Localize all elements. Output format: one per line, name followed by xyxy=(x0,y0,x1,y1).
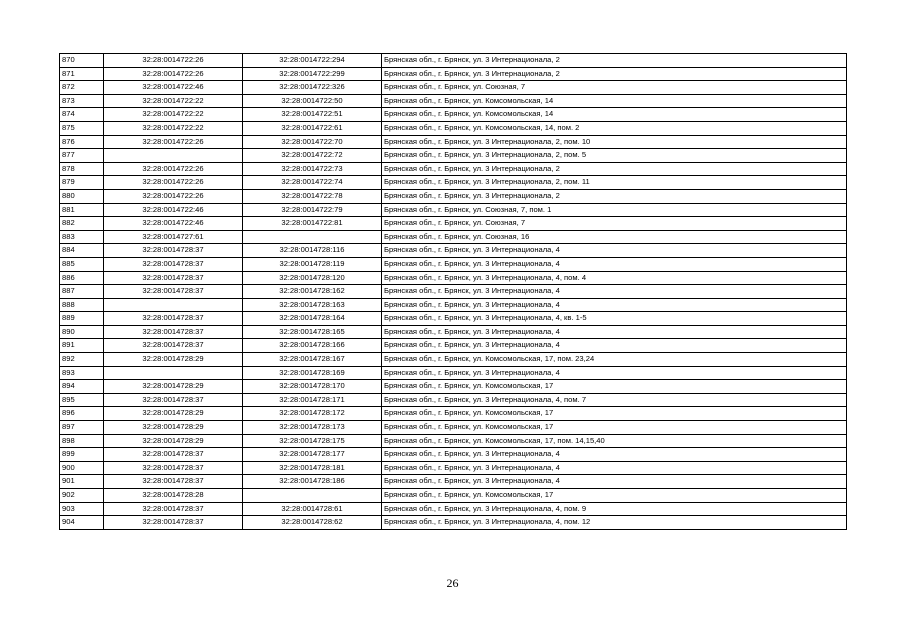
row-number-cell: 870 xyxy=(60,54,104,68)
object-cadastral-number-cell: 32:28:0014728:166 xyxy=(243,339,382,353)
table-row xyxy=(60,298,847,312)
row-number-cell: 899 xyxy=(60,448,104,462)
object-cadastral-number-cell: 32:28:0014728:164 xyxy=(243,312,382,326)
table-row xyxy=(60,339,847,353)
cadastral-table xyxy=(59,53,847,530)
object-cadastral-number-cell: 32:28:0014728:171 xyxy=(243,393,382,407)
row-number-cell: 879 xyxy=(60,176,104,190)
table-row xyxy=(60,461,847,475)
row-number-cell: 898 xyxy=(60,434,104,448)
address-cell: Брянская обл., г. Брянск, ул. 3 Интернационала, 4, пом. 9 xyxy=(382,502,847,516)
table-row xyxy=(60,189,847,203)
address-cell: Брянская обл., г. Брянск, ул. 3 Интернационала, 2 xyxy=(382,54,847,68)
table-row xyxy=(60,434,847,448)
address-cell: Брянская обл., г. Брянск, ул. 3 Интернационала, 2, пом. 10 xyxy=(382,135,847,149)
address-cell: Брянская обл., г. Брянск, ул. 3 Интернационала, 4, кв. 1-5 xyxy=(382,312,847,326)
row-number-cell: 897 xyxy=(60,421,104,435)
land-cadastral-number-cell: 32:28:0014728:37 xyxy=(104,312,243,326)
table-row xyxy=(60,516,847,530)
row-number-cell: 885 xyxy=(60,257,104,271)
address-cell: Брянская обл., г. Брянск, ул. Комсомольская, 14, пом. 2 xyxy=(382,121,847,135)
land-cadastral-number-cell: 32:28:0014722:26 xyxy=(104,162,243,176)
land-cadastral-number-cell: 32:28:0014722:46 xyxy=(104,81,243,95)
table-row xyxy=(60,366,847,380)
land-cadastral-number-cell: 32:28:0014728:29 xyxy=(104,421,243,435)
address-cell: Брянская обл., г. Брянск, ул. 3 Интернационала, 4 xyxy=(382,244,847,258)
table-row xyxy=(60,108,847,122)
row-number-cell: 890 xyxy=(60,325,104,339)
table-body xyxy=(60,54,847,530)
row-number-cell: 875 xyxy=(60,121,104,135)
row-number-cell: 881 xyxy=(60,203,104,217)
object-cadastral-number-cell xyxy=(243,230,382,244)
table-row xyxy=(60,135,847,149)
land-cadastral-number-cell: 32:28:0014722:26 xyxy=(104,176,243,190)
row-number-cell: 892 xyxy=(60,353,104,367)
address-cell: Брянская обл., г. Брянск, ул. 3 Интернационала, 4 xyxy=(382,366,847,380)
land-cadastral-number-cell: 32:28:0014728:37 xyxy=(104,516,243,530)
page-number: 26 xyxy=(446,576,459,590)
row-number-cell: 883 xyxy=(60,230,104,244)
table-row xyxy=(60,81,847,95)
row-number-cell: 872 xyxy=(60,81,104,95)
row-number-cell: 876 xyxy=(60,135,104,149)
address-cell: Брянская обл., г. Брянск, ул. Союзная, 7 xyxy=(382,81,847,95)
land-cadastral-number-cell: 32:28:0014727:61 xyxy=(104,230,243,244)
land-cadastral-number-cell: 32:28:0014722:22 xyxy=(104,94,243,108)
table-row xyxy=(60,271,847,285)
address-cell: Брянская обл., г. Брянск, ул. Комсомольская, 17, пом. 23,24 xyxy=(382,353,847,367)
land-cadastral-number-cell: 32:28:0014722:22 xyxy=(104,108,243,122)
row-number-cell: 891 xyxy=(60,339,104,353)
object-cadastral-number-cell: 32:28:0014728:165 xyxy=(243,325,382,339)
row-number-cell: 886 xyxy=(60,271,104,285)
table-row xyxy=(60,149,847,163)
land-cadastral-number-cell: 32:28:0014728:37 xyxy=(104,339,243,353)
address-cell: Брянская обл., г. Брянск, ул. 3 Интернационала, 4 xyxy=(382,448,847,462)
object-cadastral-number-cell: 32:28:0014728:181 xyxy=(243,461,382,475)
object-cadastral-number-cell: 32:28:0014728:175 xyxy=(243,434,382,448)
table-row xyxy=(60,203,847,217)
object-cadastral-number-cell: 32:28:0014728:186 xyxy=(243,475,382,489)
row-number-cell: 878 xyxy=(60,162,104,176)
land-cadastral-number-cell: 32:28:0014728:37 xyxy=(104,461,243,475)
table-row xyxy=(60,502,847,516)
address-cell: Брянская обл., г. Брянск, ул. Союзная, 7 xyxy=(382,217,847,231)
row-number-cell: 903 xyxy=(60,502,104,516)
land-cadastral-number-cell: 32:28:0014722:26 xyxy=(104,189,243,203)
object-cadastral-number-cell: 32:28:0014722:74 xyxy=(243,176,382,190)
table-row xyxy=(60,162,847,176)
row-number-cell: 871 xyxy=(60,67,104,81)
table-row xyxy=(60,325,847,339)
land-cadastral-number-cell: 32:28:0014728:37 xyxy=(104,271,243,285)
row-number-cell: 895 xyxy=(60,393,104,407)
land-cadastral-number-cell: 32:28:0014722:26 xyxy=(104,67,243,81)
address-cell: Брянская обл., г. Брянск, ул. Комсомольская, 17 xyxy=(382,380,847,394)
table-row xyxy=(60,94,847,108)
address-cell: Брянская обл., г. Брянск, ул. 3 Интернационала, 2, пом. 5 xyxy=(382,149,847,163)
table-row xyxy=(60,448,847,462)
table-row xyxy=(60,217,847,231)
object-cadastral-number-cell: 32:28:0014728:119 xyxy=(243,257,382,271)
table-row xyxy=(60,285,847,299)
object-cadastral-number-cell: 32:28:0014728:169 xyxy=(243,366,382,380)
row-number-cell: 893 xyxy=(60,366,104,380)
row-number-cell: 896 xyxy=(60,407,104,421)
address-cell: Брянская обл., г. Брянск, ул. Комсомольская, 17 xyxy=(382,489,847,503)
object-cadastral-number-cell: 32:28:0014728:173 xyxy=(243,421,382,435)
address-cell: Брянская обл., г. Брянск, ул. 3 Интернационала, 2 xyxy=(382,189,847,203)
object-cadastral-number-cell: 32:28:0014728:162 xyxy=(243,285,382,299)
land-cadastral-number-cell: 32:28:0014728:29 xyxy=(104,434,243,448)
land-cadastral-number-cell: 32:28:0014728:29 xyxy=(104,380,243,394)
table-row xyxy=(60,67,847,81)
land-cadastral-number-cell: 32:28:0014728:37 xyxy=(104,285,243,299)
address-cell: Брянская обл., г. Брянск, ул. 3 Интернационала, 2 xyxy=(382,67,847,81)
object-cadastral-number-cell: 32:28:0014722:72 xyxy=(243,149,382,163)
land-cadastral-number-cell: 32:28:0014722:22 xyxy=(104,121,243,135)
table-row xyxy=(60,244,847,258)
land-cadastral-number-cell: 32:28:0014722:26 xyxy=(104,135,243,149)
object-cadastral-number-cell: 32:28:0014728:62 xyxy=(243,516,382,530)
land-cadastral-number-cell: 32:28:0014728:37 xyxy=(104,257,243,271)
address-cell: Брянская обл., г. Брянск, ул. Комсомольская, 14 xyxy=(382,108,847,122)
address-cell: Брянская обл., г. Брянск, ул. 3 Интернационала, 2, пом. 11 xyxy=(382,176,847,190)
table-row xyxy=(60,312,847,326)
land-cadastral-number-cell: 32:28:0014728:37 xyxy=(104,475,243,489)
table-row xyxy=(60,176,847,190)
row-number-cell: 877 xyxy=(60,149,104,163)
object-cadastral-number-cell: 32:28:0014722:70 xyxy=(243,135,382,149)
table-row xyxy=(60,475,847,489)
object-cadastral-number-cell: 32:28:0014728:61 xyxy=(243,502,382,516)
object-cadastral-number-cell: 32:28:0014728:120 xyxy=(243,271,382,285)
table-row xyxy=(60,121,847,135)
row-number-cell: 902 xyxy=(60,489,104,503)
address-cell: Брянская обл., г. Брянск, ул. 3 Интернационала, 2 xyxy=(382,162,847,176)
row-number-cell: 873 xyxy=(60,94,104,108)
address-cell: Брянская обл., г. Брянск, ул. 3 Интернационала, 4 xyxy=(382,257,847,271)
land-cadastral-number-cell: 32:28:0014728:28 xyxy=(104,489,243,503)
row-number-cell: 901 xyxy=(60,475,104,489)
row-number-cell: 894 xyxy=(60,380,104,394)
land-cadastral-number-cell: 32:28:0014728:29 xyxy=(104,407,243,421)
address-cell: Брянская обл., г. Брянск, ул. 3 Интернационала, 4 xyxy=(382,339,847,353)
address-cell: Брянская обл., г. Брянск, ул. 3 Интернационала, 4, пом. 12 xyxy=(382,516,847,530)
address-cell: Брянская обл., г. Брянск, ул. Комсомольская, 17, пом. 14,15,40 xyxy=(382,434,847,448)
land-cadastral-number-cell: 32:28:0014728:37 xyxy=(104,448,243,462)
object-cadastral-number-cell: 32:28:0014722:50 xyxy=(243,94,382,108)
land-cadastral-number-cell: 32:28:0014728:37 xyxy=(104,502,243,516)
table-row xyxy=(60,421,847,435)
row-number-cell: 904 xyxy=(60,516,104,530)
object-cadastral-number-cell: 32:28:0014722:81 xyxy=(243,217,382,231)
address-cell: Брянская обл., г. Брянск, ул. Комсомольская, 14 xyxy=(382,94,847,108)
object-cadastral-number-cell: 32:28:0014722:78 xyxy=(243,189,382,203)
land-cadastral-number-cell xyxy=(104,298,243,312)
object-cadastral-number-cell: 32:28:0014722:51 xyxy=(243,108,382,122)
land-cadastral-number-cell: 32:28:0014722:46 xyxy=(104,203,243,217)
land-cadastral-number-cell: 32:28:0014728:37 xyxy=(104,325,243,339)
row-number-cell: 888 xyxy=(60,298,104,312)
address-cell: Брянская обл., г. Брянск, ул. 3 Интернационала, 4 xyxy=(382,325,847,339)
row-number-cell: 882 xyxy=(60,217,104,231)
land-cadastral-number-cell: 32:28:0014722:46 xyxy=(104,217,243,231)
row-number-cell: 874 xyxy=(60,108,104,122)
table-row xyxy=(60,393,847,407)
row-number-cell: 900 xyxy=(60,461,104,475)
object-cadastral-number-cell: 32:28:0014728:172 xyxy=(243,407,382,421)
object-cadastral-number-cell: 32:28:0014728:116 xyxy=(243,244,382,258)
land-cadastral-number-cell: 32:28:0014722:26 xyxy=(104,54,243,68)
land-cadastral-number-cell: 32:28:0014728:37 xyxy=(104,393,243,407)
table-row xyxy=(60,489,847,503)
object-cadastral-number-cell: 32:28:0014728:167 xyxy=(243,353,382,367)
address-cell: Брянская обл., г. Брянск, ул. Комсомольская, 17 xyxy=(382,407,847,421)
address-cell: Брянская обл., г. Брянск, ул. Союзная, 7, пом. 1 xyxy=(382,203,847,217)
land-cadastral-number-cell: 32:28:0014728:29 xyxy=(104,353,243,367)
object-cadastral-number-cell: 32:28:0014728:163 xyxy=(243,298,382,312)
object-cadastral-number-cell: 32:28:0014722:73 xyxy=(243,162,382,176)
address-cell: Брянская обл., г. Брянск, ул. 3 Интернационала, 4, пом. 4 xyxy=(382,271,847,285)
address-cell: Брянская обл., г. Брянск, ул. 3 Интернационала, 4 xyxy=(382,475,847,489)
table-row xyxy=(60,380,847,394)
object-cadastral-number-cell: 32:28:0014722:299 xyxy=(243,67,382,81)
row-number-cell: 884 xyxy=(60,244,104,258)
land-cadastral-number-cell xyxy=(104,366,243,380)
table-row xyxy=(60,230,847,244)
table-row xyxy=(60,353,847,367)
object-cadastral-number-cell xyxy=(243,489,382,503)
object-cadastral-number-cell: 32:28:0014722:326 xyxy=(243,81,382,95)
address-cell: Брянская обл., г. Брянск, ул. 3 Интернационала, 4, пом. 7 xyxy=(382,393,847,407)
object-cadastral-number-cell: 32:28:0014728:177 xyxy=(243,448,382,462)
row-number-cell: 889 xyxy=(60,312,104,326)
address-cell: Брянская обл., г. Брянск, ул. Союзная, 16 xyxy=(382,230,847,244)
table-row xyxy=(60,407,847,421)
object-cadastral-number-cell: 32:28:0014722:61 xyxy=(243,121,382,135)
table-row xyxy=(60,54,847,68)
address-cell: Брянская обл., г. Брянск, ул. 3 Интернационала, 4 xyxy=(382,298,847,312)
table-row xyxy=(60,257,847,271)
land-cadastral-number-cell: 32:28:0014728:37 xyxy=(104,244,243,258)
row-number-cell: 887 xyxy=(60,285,104,299)
object-cadastral-number-cell: 32:28:0014728:170 xyxy=(243,380,382,394)
land-cadastral-number-cell xyxy=(104,149,243,163)
row-number-cell: 880 xyxy=(60,189,104,203)
address-cell: Брянская обл., г. Брянск, ул. 3 Интернационала, 4 xyxy=(382,285,847,299)
object-cadastral-number-cell: 32:28:0014722:79 xyxy=(243,203,382,217)
object-cadastral-number-cell: 32:28:0014722:294 xyxy=(243,54,382,68)
address-cell: Брянская обл., г. Брянск, ул. 3 Интернационала, 4 xyxy=(382,461,847,475)
address-cell: Брянская обл., г. Брянск, ул. Комсомольская, 17 xyxy=(382,421,847,435)
